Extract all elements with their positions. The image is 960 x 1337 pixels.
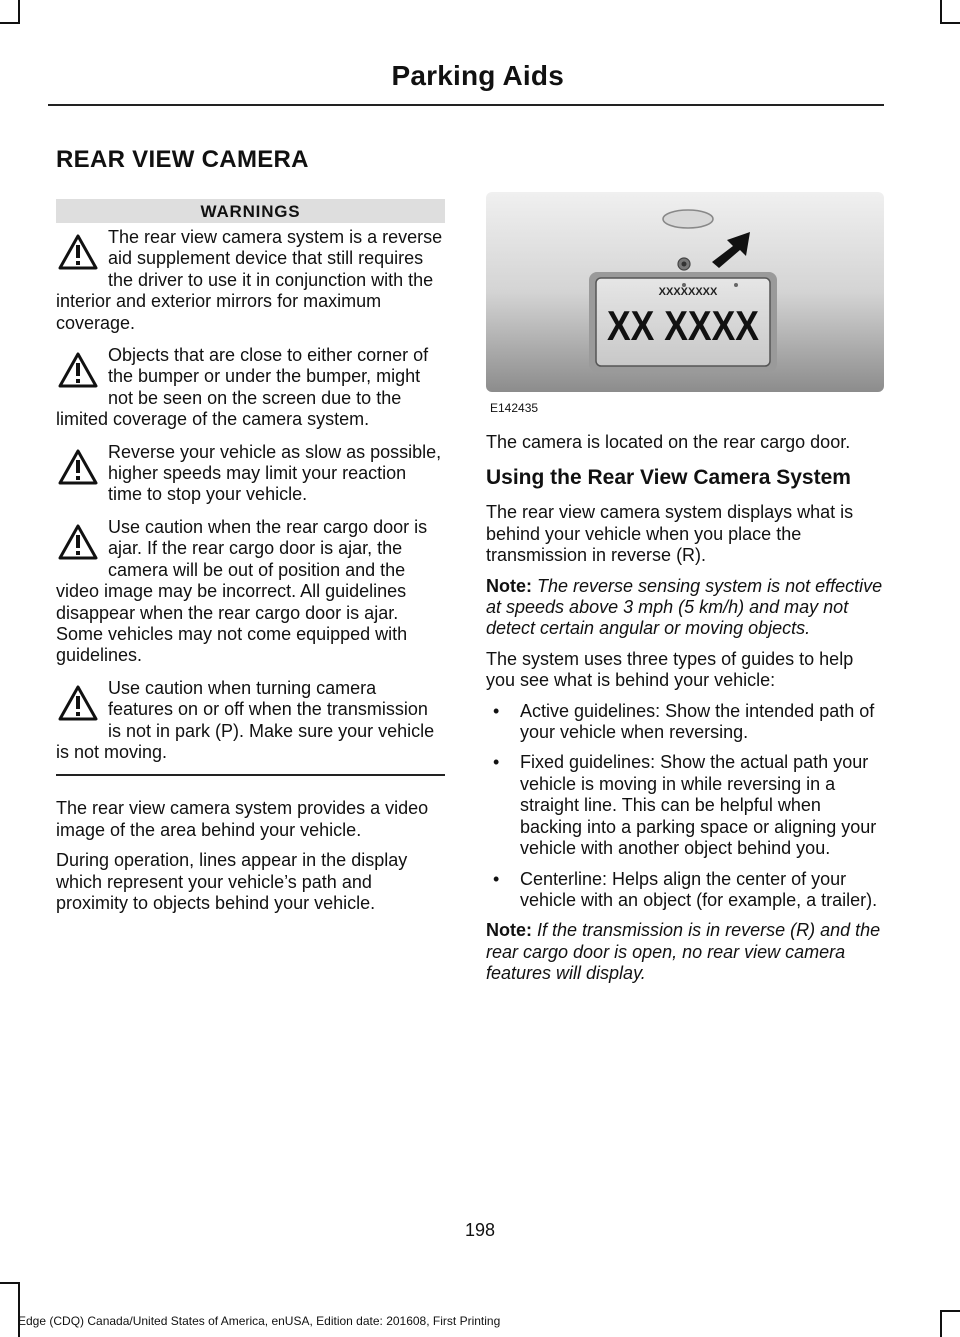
warning-text: The rear view camera system is a reverse aid supplement device that still requires the driver to use it in conjunction with the interior and exterior mirrors for maximum coverage. xyxy=(56,227,443,333)
note-text: The reverse sensing system is not effective at speeds above 3 mph (5 km/h) and may not detect certain angular or moving objects. xyxy=(486,575,883,639)
right-column xyxy=(486,192,884,994)
plate-top-text: XXXXXXXX xyxy=(658,286,718,298)
warning-triangle-icon xyxy=(58,524,98,560)
warnings-list xyxy=(56,227,445,763)
guides-list xyxy=(486,701,884,912)
crop-mark xyxy=(940,1310,942,1337)
warning-item xyxy=(56,678,445,764)
left-column xyxy=(56,199,445,923)
list-item xyxy=(486,752,884,859)
note-paragraph xyxy=(486,576,884,640)
bullet: • xyxy=(493,700,500,721)
list-item-text: Centerline: Helps align the center of your vehicle with an object (for example, a trailer). xyxy=(520,868,878,910)
figure-code: E142435 xyxy=(490,401,539,415)
warnings-rule xyxy=(56,774,445,776)
body-paragraph: The system uses three types of guides to help you see what is behind your vehicle: xyxy=(486,648,854,691)
section-title: REAR VIEW CAMERA xyxy=(56,146,309,173)
warning-item xyxy=(56,345,445,431)
list-item-text: Fixed guidelines: Show the actual path your vehicle is moving in while reversing in a straight line. This can be helpful when backing into a parking space or aligning your vehicle with another object behind you. xyxy=(520,752,877,859)
crop-mark xyxy=(0,22,20,24)
warning-text: Use caution when the rear cargo door is ajar. If the rear cargo door is ajar, the camera will be out of position and the video image may be incorrect. All guidelines disappear when the rear cargo door is ajar. Some vehicles may not come equipped with guidelines. xyxy=(56,516,428,666)
plate-number-text: XX XXXX xyxy=(607,302,759,349)
list-item xyxy=(486,869,884,912)
page-header-title: Parking Aids xyxy=(391,60,564,91)
crop-mark xyxy=(18,0,20,24)
page-number: 198 xyxy=(464,1220,496,1240)
crop-mark xyxy=(940,1310,960,1312)
body-paragraph: During operation, lines appear in the display which represent your vehicle’s path and proximity to objects behind your vehicle. xyxy=(56,850,408,913)
bullet: • xyxy=(493,868,500,889)
warning-text: Reverse your vehicle as slow as possible, higher speeds may limit your reaction time to stop your vehicle. xyxy=(108,441,442,505)
warning-item xyxy=(56,442,445,506)
note-text: If the transmission is in reverse (R) and the rear cargo door is open, no rear view camera features will display. xyxy=(486,920,881,984)
note-label: Note: xyxy=(486,920,532,941)
warnings-heading: WARNINGS xyxy=(56,199,445,223)
warning-triangle-icon xyxy=(58,685,98,721)
warning-item xyxy=(56,517,445,667)
warning-triangle-icon xyxy=(58,449,98,485)
warning-item xyxy=(56,227,445,334)
crop-mark xyxy=(0,1282,20,1284)
warning-text: Use caution when turning camera features on or off when the transmission is not in park (P). Make sure your vehicle is not moving. xyxy=(56,677,435,762)
page-footer: Edge (CDQ) Canada/United States of America, enUSA, Edition date: 201608, First Printing xyxy=(18,1314,501,1328)
header-rule xyxy=(48,104,884,106)
bullet: • xyxy=(493,752,500,773)
crop-mark xyxy=(940,0,942,24)
warning-triangle-icon xyxy=(58,352,98,388)
crop-mark xyxy=(940,22,960,24)
body-paragraph: The camera is located on the rear cargo door. xyxy=(486,432,851,452)
crop-mark xyxy=(18,1282,20,1337)
note-label: Note: xyxy=(486,575,532,596)
list-item-text: Active guidelines: Show the intended path of your vehicle when reversing. xyxy=(520,700,875,743)
subheading: Using the Rear View Camera System xyxy=(486,466,851,490)
rear-cargo-door-illustration xyxy=(486,192,884,392)
warning-text: Objects that are close to either corner of the bumper or under the bumper, might not be seen on the screen due to the limited coverage of the camera system. xyxy=(56,345,429,430)
body-paragraph: The rear view camera system displays what is behind your vehicle when you place the transmission in reverse (R). xyxy=(486,502,854,566)
warning-triangle-icon xyxy=(58,234,98,270)
note-paragraph xyxy=(486,920,884,984)
body-paragraph: The rear view camera system provides a video image of the area behind your vehicle. xyxy=(56,798,429,840)
list-item xyxy=(486,701,884,744)
rear-camera-figure xyxy=(486,192,884,414)
